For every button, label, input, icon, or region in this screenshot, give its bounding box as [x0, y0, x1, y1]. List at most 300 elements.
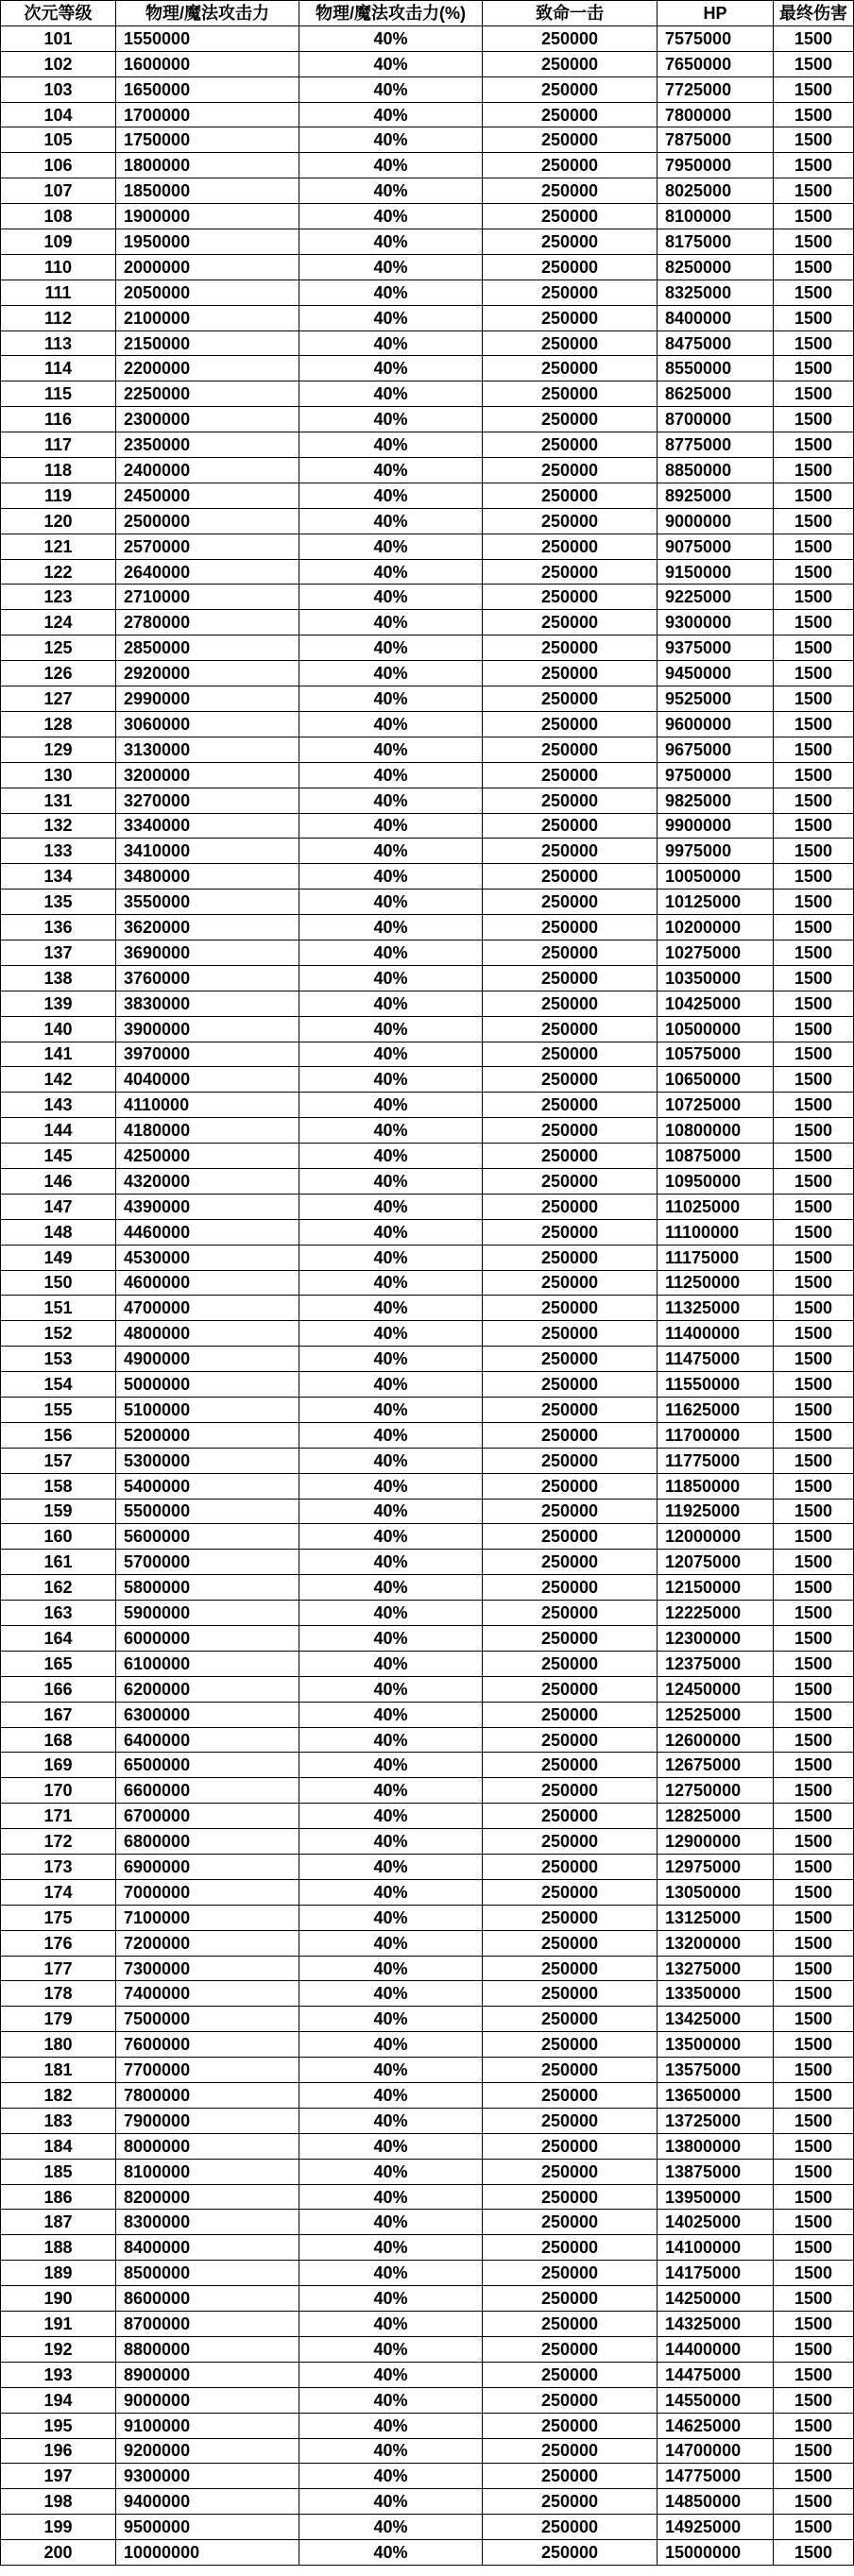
attack-power-cell: 4600000 [116, 1270, 299, 1296]
critical-strike-cell: 250000 [483, 2210, 658, 2235]
level-cell: 169 [1, 1753, 116, 1778]
hp-cell: 11775000 [658, 1448, 774, 1473]
attack-power-cell: 5900000 [116, 1601, 299, 1626]
critical-strike-cell: 250000 [483, 1550, 658, 1575]
hp-cell: 8775000 [658, 432, 774, 458]
attack-power-cell: 8400000 [116, 2235, 299, 2261]
attack-percent-cell: 40% [299, 940, 483, 965]
header-attack-power-percent: 物理/魔法攻击力(%) [299, 1, 483, 26]
critical-strike-cell: 250000 [483, 1651, 658, 1676]
table-row [1, 407, 854, 432]
hp-cell: 10275000 [658, 940, 774, 965]
attack-percent-cell: 40% [299, 1296, 483, 1321]
critical-strike-cell: 250000 [483, 1270, 658, 1296]
critical-strike-cell: 250000 [483, 1397, 658, 1422]
level-cell: 137 [1, 940, 116, 965]
final-damage-cell: 1500 [774, 636, 854, 661]
attack-power-cell: 7600000 [116, 2032, 299, 2058]
attack-power-cell: 2850000 [116, 636, 299, 661]
level-cell: 178 [1, 1981, 116, 2007]
attack-power-cell: 1750000 [116, 127, 299, 153]
table-row [1, 1601, 854, 1626]
attack-power-cell: 2990000 [116, 686, 299, 712]
attack-percent-cell: 40% [299, 2210, 483, 2235]
critical-strike-cell: 250000 [483, 2261, 658, 2286]
level-cell: 139 [1, 991, 116, 1016]
level-cell: 175 [1, 1905, 116, 1930]
hp-cell: 13875000 [658, 2159, 774, 2184]
attack-power-cell: 9300000 [116, 2464, 299, 2489]
attack-percent-cell: 40% [299, 1042, 483, 1067]
critical-strike-cell: 250000 [483, 2362, 658, 2387]
critical-strike-cell: 250000 [483, 51, 658, 76]
attack-percent-cell: 40% [299, 1219, 483, 1245]
hp-cell: 14850000 [658, 2489, 774, 2515]
final-damage-cell: 1500 [774, 534, 854, 559]
level-cell: 176 [1, 1930, 116, 1956]
critical-strike-cell: 250000 [483, 2413, 658, 2438]
attack-power-cell: 4250000 [116, 1144, 299, 1169]
attack-power-cell: 9000000 [116, 2387, 299, 2413]
level-cell: 141 [1, 1042, 116, 1067]
critical-strike-cell: 250000 [483, 483, 658, 508]
critical-strike-cell: 250000 [483, 1753, 658, 1778]
attack-power-cell: 7900000 [116, 2108, 299, 2133]
hp-cell: 12825000 [658, 1804, 774, 1829]
level-cell: 119 [1, 483, 116, 508]
attack-percent-cell: 40% [299, 381, 483, 407]
level-cell: 170 [1, 1778, 116, 1804]
level-cell: 180 [1, 2032, 116, 2058]
attack-percent-cell: 40% [299, 280, 483, 305]
critical-strike-cell: 250000 [483, 407, 658, 432]
attack-power-cell: 7700000 [116, 2058, 299, 2083]
critical-strike-cell: 250000 [483, 737, 658, 762]
table-row [1, 1144, 854, 1169]
final-damage-cell: 1500 [774, 1524, 854, 1550]
table-row [1, 1879, 854, 1905]
final-damage-cell: 1500 [774, 991, 854, 1016]
attack-percent-cell: 40% [299, 25, 483, 51]
table-row [1, 1397, 854, 1422]
header-final-damage: 最终伤害 [774, 1, 854, 26]
attack-power-cell: 2000000 [116, 254, 299, 280]
table-row [1, 890, 854, 915]
critical-strike-cell: 250000 [483, 1118, 658, 1144]
attack-power-cell: 2500000 [116, 508, 299, 534]
attack-percent-cell: 40% [299, 1016, 483, 1042]
attack-power-cell: 6700000 [116, 1804, 299, 1829]
level-cell: 160 [1, 1524, 116, 1550]
final-damage-cell: 1500 [774, 1956, 854, 1981]
final-damage-cell: 1500 [774, 1778, 854, 1804]
level-cell: 115 [1, 381, 116, 407]
critical-strike-cell: 250000 [483, 305, 658, 330]
attack-percent-cell: 40% [299, 1168, 483, 1194]
hp-cell: 14625000 [658, 2413, 774, 2438]
critical-strike-cell: 250000 [483, 890, 658, 915]
final-damage-cell: 1500 [774, 280, 854, 305]
critical-strike-cell: 250000 [483, 1778, 658, 1804]
table-row [1, 1727, 854, 1753]
level-cell: 163 [1, 1601, 116, 1626]
table-row [1, 2133, 854, 2159]
hp-cell: 10125000 [658, 890, 774, 915]
attack-percent-cell: 40% [299, 76, 483, 102]
table-row [1, 2058, 854, 2083]
level-cell: 130 [1, 762, 116, 788]
attack-power-cell: 5100000 [116, 1397, 299, 1422]
attack-power-cell: 3200000 [116, 762, 299, 788]
final-damage-cell: 1500 [774, 1930, 854, 1956]
attack-percent-cell: 40% [299, 1855, 483, 1880]
critical-strike-cell: 250000 [483, 1499, 658, 1524]
attack-power-cell: 4700000 [116, 1296, 299, 1321]
hp-cell: 14550000 [658, 2387, 774, 2413]
critical-strike-cell: 250000 [483, 1524, 658, 1550]
attack-percent-cell: 40% [299, 661, 483, 686]
attack-percent-cell: 40% [299, 1347, 483, 1372]
final-damage-cell: 1500 [774, 1067, 854, 1093]
attack-power-cell: 6000000 [116, 1626, 299, 1652]
table-row [1, 381, 854, 407]
level-cell: 147 [1, 1194, 116, 1219]
table-row [1, 864, 854, 890]
final-damage-cell: 1500 [774, 229, 854, 255]
level-cell: 196 [1, 2438, 116, 2464]
critical-strike-cell: 250000 [483, 2007, 658, 2032]
level-cell: 165 [1, 1651, 116, 1676]
attack-percent-cell: 40% [299, 965, 483, 991]
attack-percent-cell: 40% [299, 2464, 483, 2489]
attack-power-cell: 2100000 [116, 305, 299, 330]
attack-percent-cell: 40% [299, 2108, 483, 2133]
final-damage-cell: 1500 [774, 1804, 854, 1829]
table-row [1, 1905, 854, 1930]
table-row [1, 813, 854, 839]
table-row [1, 153, 854, 178]
hp-cell: 11925000 [658, 1499, 774, 1524]
attack-power-cell: 2350000 [116, 432, 299, 458]
attack-power-cell: 7500000 [116, 2007, 299, 2032]
final-damage-cell: 1500 [774, 1575, 854, 1601]
attack-power-cell: 1700000 [116, 102, 299, 127]
hp-cell: 10575000 [658, 1042, 774, 1067]
hp-cell: 10950000 [658, 1168, 774, 1194]
final-damage-cell: 1500 [774, 1829, 854, 1855]
table-row [1, 1422, 854, 1448]
final-damage-cell: 1500 [774, 1016, 854, 1042]
critical-strike-cell: 250000 [483, 559, 658, 585]
final-damage-cell: 1500 [774, 2235, 854, 2261]
level-cell: 120 [1, 508, 116, 534]
attack-percent-cell: 40% [299, 2235, 483, 2261]
table-row [1, 2007, 854, 2032]
final-damage-cell: 1500 [774, 1651, 854, 1676]
attack-percent-cell: 40% [299, 51, 483, 76]
final-damage-cell: 1500 [774, 737, 854, 762]
hp-cell: 11700000 [658, 1422, 774, 1448]
final-damage-cell: 1500 [774, 864, 854, 890]
level-cell: 197 [1, 2464, 116, 2489]
attack-power-cell: 2200000 [116, 356, 299, 381]
table-row [1, 2413, 854, 2438]
hp-cell: 9150000 [658, 559, 774, 585]
hp-cell: 10350000 [658, 965, 774, 991]
final-damage-cell: 1500 [774, 508, 854, 534]
hp-cell: 12525000 [658, 1702, 774, 1727]
attack-percent-cell: 40% [299, 2413, 483, 2438]
final-damage-cell: 1500 [774, 51, 854, 76]
critical-strike-cell: 250000 [483, 2108, 658, 2133]
final-damage-cell: 1500 [774, 1168, 854, 1194]
hp-cell: 8100000 [658, 204, 774, 229]
attack-percent-cell: 40% [299, 1956, 483, 1981]
table-row [1, 1296, 854, 1321]
final-damage-cell: 1500 [774, 2540, 854, 2566]
level-cell: 154 [1, 1372, 116, 1398]
level-cell: 155 [1, 1397, 116, 1422]
table-row [1, 1245, 854, 1270]
critical-strike-cell: 250000 [483, 610, 658, 636]
table-row [1, 1067, 854, 1093]
final-damage-cell: 1500 [774, 2058, 854, 2083]
critical-strike-cell: 250000 [483, 102, 658, 127]
table-row [1, 508, 854, 534]
level-cell: 191 [1, 2312, 116, 2337]
attack-percent-cell: 40% [299, 1093, 483, 1118]
hp-cell: 14025000 [658, 2210, 774, 2235]
level-cell: 148 [1, 1219, 116, 1245]
hp-cell: 8700000 [658, 407, 774, 432]
hp-cell: 10875000 [658, 1144, 774, 1169]
hp-cell: 12150000 [658, 1575, 774, 1601]
table-row [1, 711, 854, 737]
level-cell: 103 [1, 76, 116, 102]
level-cell: 140 [1, 1016, 116, 1042]
final-damage-cell: 1500 [774, 2286, 854, 2312]
table-row [1, 432, 854, 458]
level-cell: 194 [1, 2387, 116, 2413]
critical-strike-cell: 250000 [483, 991, 658, 1016]
critical-strike-cell: 250000 [483, 1829, 658, 1855]
critical-strike-cell: 250000 [483, 2083, 658, 2109]
final-damage-cell: 1500 [774, 330, 854, 356]
final-damage-cell: 1500 [774, 127, 854, 153]
level-cell: 200 [1, 2540, 116, 2566]
attack-power-cell: 3480000 [116, 864, 299, 890]
hp-cell: 12600000 [658, 1727, 774, 1753]
table-row [1, 127, 854, 153]
critical-strike-cell: 250000 [483, 915, 658, 941]
attack-power-cell: 7000000 [116, 1879, 299, 1905]
level-cell: 168 [1, 1727, 116, 1753]
table-row [1, 2083, 854, 2109]
critical-strike-cell: 250000 [483, 1168, 658, 1194]
attack-power-cell: 1850000 [116, 178, 299, 204]
final-damage-cell: 1500 [774, 1219, 854, 1245]
level-cell: 142 [1, 1067, 116, 1093]
attack-power-cell: 6100000 [116, 1651, 299, 1676]
hp-cell: 7725000 [658, 76, 774, 102]
attack-percent-cell: 40% [299, 686, 483, 712]
attack-percent-cell: 40% [299, 915, 483, 941]
level-cell: 185 [1, 2159, 116, 2184]
table-row [1, 229, 854, 255]
attack-power-cell: 8700000 [116, 2312, 299, 2337]
attack-percent-cell: 40% [299, 2133, 483, 2159]
attack-power-cell: 7400000 [116, 1981, 299, 2007]
final-damage-cell: 1500 [774, 1422, 854, 1448]
level-cell: 192 [1, 2336, 116, 2362]
attack-percent-cell: 40% [299, 305, 483, 330]
table-row [1, 2362, 854, 2387]
hp-cell: 8550000 [658, 356, 774, 381]
hp-cell: 7650000 [658, 51, 774, 76]
hp-cell: 13575000 [658, 2058, 774, 2083]
hp-cell: 9750000 [658, 762, 774, 788]
level-cell: 144 [1, 1118, 116, 1144]
critical-strike-cell: 250000 [483, 2159, 658, 2184]
attack-percent-cell: 40% [299, 1372, 483, 1398]
critical-strike-cell: 250000 [483, 1194, 658, 1219]
attack-power-cell: 3550000 [116, 890, 299, 915]
attack-power-cell: 1950000 [116, 229, 299, 255]
hp-cell: 9600000 [658, 711, 774, 737]
hp-cell: 10500000 [658, 1016, 774, 1042]
critical-strike-cell: 250000 [483, 25, 658, 51]
level-cell: 111 [1, 280, 116, 305]
attack-power-cell: 3270000 [116, 788, 299, 813]
level-cell: 112 [1, 305, 116, 330]
table-row [1, 1042, 854, 1067]
level-cell: 174 [1, 1879, 116, 1905]
attack-percent-cell: 40% [299, 1144, 483, 1169]
critical-strike-cell: 250000 [483, 1347, 658, 1372]
hp-cell: 14775000 [658, 2464, 774, 2489]
attack-power-cell: 2050000 [116, 280, 299, 305]
critical-strike-cell: 250000 [483, 381, 658, 407]
level-cell: 150 [1, 1270, 116, 1296]
hp-cell: 13950000 [658, 2184, 774, 2210]
attack-power-cell: 5600000 [116, 1524, 299, 1550]
attack-percent-cell: 40% [299, 1702, 483, 1727]
final-damage-cell: 1500 [774, 1296, 854, 1321]
critical-strike-cell: 250000 [483, 2058, 658, 2083]
critical-strike-cell: 250000 [483, 711, 658, 737]
attack-power-cell: 4390000 [116, 1194, 299, 1219]
attack-percent-cell: 40% [299, 229, 483, 255]
critical-strike-cell: 250000 [483, 1321, 658, 1347]
level-cell: 195 [1, 2413, 116, 2438]
attack-power-cell: 3340000 [116, 813, 299, 839]
table-row [1, 1016, 854, 1042]
hp-cell: 9225000 [658, 585, 774, 610]
attack-power-cell: 5000000 [116, 1372, 299, 1398]
level-cell: 184 [1, 2133, 116, 2159]
hp-cell: 9525000 [658, 686, 774, 712]
header-attack-power: 物理/魔法攻击力 [116, 1, 299, 26]
table-row [1, 1093, 854, 1118]
level-cell: 122 [1, 559, 116, 585]
attack-power-cell: 2780000 [116, 610, 299, 636]
attack-percent-cell: 40% [299, 2032, 483, 2058]
table-row [1, 1676, 854, 1702]
attack-percent-cell: 40% [299, 330, 483, 356]
attack-percent-cell: 40% [299, 2058, 483, 2083]
attack-power-cell: 1900000 [116, 204, 299, 229]
hp-cell: 11100000 [658, 1219, 774, 1245]
critical-strike-cell: 250000 [483, 153, 658, 178]
table-row [1, 585, 854, 610]
table-row [1, 1829, 854, 1855]
attack-percent-cell: 40% [299, 1626, 483, 1652]
attack-power-cell: 2710000 [116, 585, 299, 610]
table-row [1, 686, 854, 712]
attack-power-cell: 4530000 [116, 1245, 299, 1270]
final-damage-cell: 1500 [774, 2362, 854, 2387]
table-row [1, 915, 854, 941]
final-damage-cell: 1500 [774, 1347, 854, 1372]
level-cell: 127 [1, 686, 116, 712]
attack-percent-cell: 40% [299, 2336, 483, 2362]
attack-percent-cell: 40% [299, 2159, 483, 2184]
hp-cell: 11250000 [658, 1270, 774, 1296]
final-damage-cell: 1500 [774, 839, 854, 864]
hp-cell: 10050000 [658, 864, 774, 890]
level-cell: 152 [1, 1321, 116, 1347]
table-row [1, 737, 854, 762]
level-cell: 199 [1, 2515, 116, 2540]
level-cell: 109 [1, 229, 116, 255]
hp-cell: 13125000 [658, 1905, 774, 1930]
table-row [1, 559, 854, 585]
attack-percent-cell: 40% [299, 1118, 483, 1144]
level-cell: 128 [1, 711, 116, 737]
final-damage-cell: 1500 [774, 381, 854, 407]
critical-strike-cell: 250000 [483, 1727, 658, 1753]
final-damage-cell: 1500 [774, 1981, 854, 2007]
hp-cell: 13500000 [658, 2032, 774, 2058]
critical-strike-cell: 250000 [483, 1930, 658, 1956]
level-cell: 161 [1, 1550, 116, 1575]
attack-percent-cell: 40% [299, 178, 483, 204]
hp-cell: 11850000 [658, 1473, 774, 1499]
table-row [1, 2438, 854, 2464]
hp-cell: 12900000 [658, 1829, 774, 1855]
table-row [1, 2312, 854, 2337]
attack-power-cell: 4040000 [116, 1067, 299, 1093]
critical-strike-cell: 250000 [483, 280, 658, 305]
critical-strike-cell: 250000 [483, 2489, 658, 2515]
attack-power-cell: 2250000 [116, 381, 299, 407]
attack-power-cell: 3690000 [116, 940, 299, 965]
critical-strike-cell: 250000 [483, 1245, 658, 1270]
level-cell: 117 [1, 432, 116, 458]
attack-percent-cell: 40% [299, 788, 483, 813]
attack-percent-cell: 40% [299, 1270, 483, 1296]
attack-percent-cell: 40% [299, 636, 483, 661]
attack-percent-cell: 40% [299, 839, 483, 864]
attack-percent-cell: 40% [299, 1753, 483, 1778]
attack-percent-cell: 40% [299, 1448, 483, 1473]
critical-strike-cell: 250000 [483, 229, 658, 255]
final-damage-cell: 1500 [774, 915, 854, 941]
table-row [1, 839, 854, 864]
level-cell: 116 [1, 407, 116, 432]
level-cell: 104 [1, 102, 116, 127]
hp-cell: 14700000 [658, 2438, 774, 2464]
